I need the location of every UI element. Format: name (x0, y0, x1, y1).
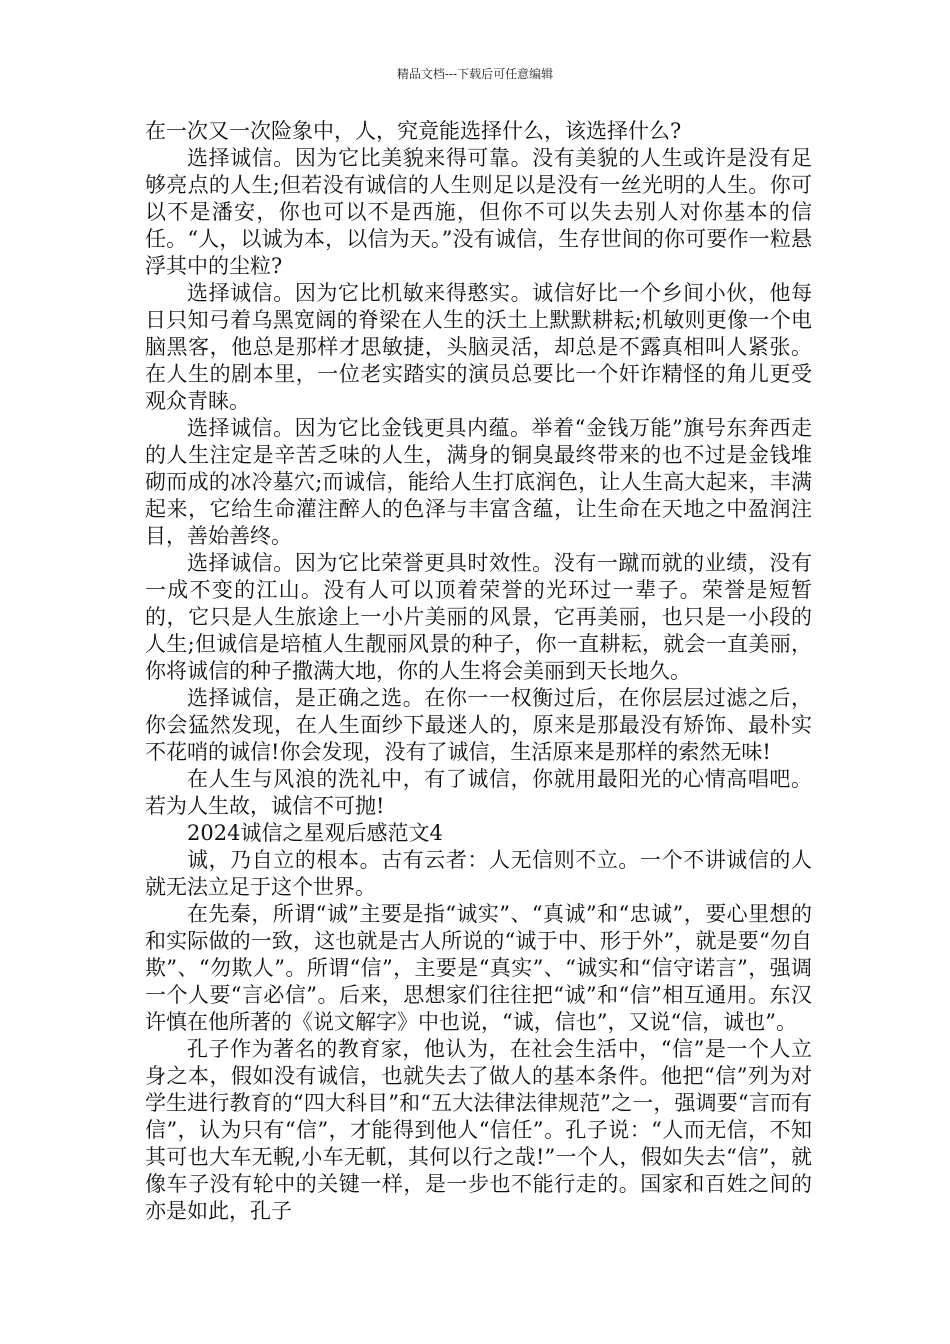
page-header: 精品文档---下载后可任意编辑 (396, 67, 554, 81)
paragraph: 选择诚信。因为它比机敏来得憨实。诚信好比一个乡间小伙，他每日只知弓着乌黑宽阔的脊梁在人生的沃土上默默耕耘;机敏则更像一个电脑黑客，他总是那样才思敏捷，头脑灵活，却总是不露真相叫人紧张。在人生的剧本里，一位老实踏实的演员总要比一个奸诈精怪的角儿更受观众青睐。 (145, 281, 812, 413)
paragraph: 选择诚信，是正确之选。在你一一权衡过后，在你层层过滤之后，你会猛然发现，在人生面纱下最迷人的，原来是那最没有矫饰、最朴实不花哨的诚信!你会发现，没有了诚信，生活原来是那样的索然无味! (145, 686, 812, 764)
paragraph: 选择诚信。因为它比金钱更具内蕴。举着“金钱万能”旗号东奔西走的人生注定是辛苦乏味的人生，满身的铜臭最终带来的也不过是金钱堆砌而成的冰冷墓穴;而诚信，能给人生打底润色，让人生高大起来，丰满起来，它给生命灌注醉人的色泽与丰富含蕴，让生命在天地之中盈润注目，善始善终。 (145, 416, 812, 548)
paragraph: 在先秦，所谓“诚”主要是指“诚实”、“真诚”和“忠诚”，要心里想的和实际做的一致，这也就是古人所说的“诚于中、形于外”，就是要“勿自欺”、“勿欺人”。所谓“信”，主要是“真实”、“诚实和“信守诺言”，强调一个人要“言必信”。后来，思想家们往往把“诚”和“信”相互通用。东汉许慎在他所著的《说文解字》中也说，“诚，信也”，又说“信，诚也”。 (145, 902, 812, 1034)
document-body (145, 118, 812, 1225)
paragraph: 选择诚信。因为它比荣誉更具时效性。没有一蹴而就的业绩，没有一成不变的江山。没有人可以顶着荣誉的光环过一辈子。荣誉是短暂的，它只是人生旅途上一小片美丽的风景，它再美丽，也只是一小段的人生;但诚信是培植人生靓丽风景的种子，你一直耕耘，就会一直美丽，你将诚信的种子撒满大地，你的人生将会美丽到天长地久。 (145, 551, 812, 683)
paragraph: 选择诚信。因为它比美貌来得可靠。没有美貌的人生或许是没有足够亮点的人生;但若没有诚信的人生则足以是没有一丝光明的人生。你可以不是潘安，你也可以不是西施，但你不可以失去别人对你基本的信任。“人，以诚为本，以信为天。”没有诚信，生存世间的你可要作一粒悬浮其中的尘粒? (145, 146, 812, 278)
paragraph: 在一次又一次险象中，人，究竟能选择什么，该选择什么? (145, 119, 682, 143)
paragraph: 诚，乃自立的根本。古有云者：人无信则不立。一个不讲诚信的人就无法立足于这个世界。 (145, 848, 812, 899)
paragraph: 孔子作为著名的教育家，他认为，在社会生活中，“信”是一个人立身之本，假如没有诚信，也就失去了做人的基本条件。他把“信”列为对学生进行教育的“四大科目”和“五大法律法律规范”之一，强调要“言而有信”，认为只有“信”，才能得到他人“信任”。孔子说：“人而无信，不知其可也大车无輗,小车无軏，其何以行之哉!”一个人，假如失去“信”，就像车子没有轮中的关键一样，是一步也不能行走的。国家和百姓之间的亦是如此，孔子 (145, 1037, 812, 1223)
paragraph: 在人生与风浪的洗礼中，有了诚信，你就用最阳光的心情高唱吧。若为人生故，诚信不可抛! (145, 767, 812, 818)
section-heading: 2024诚信之星观后感范文4 (187, 821, 443, 845)
